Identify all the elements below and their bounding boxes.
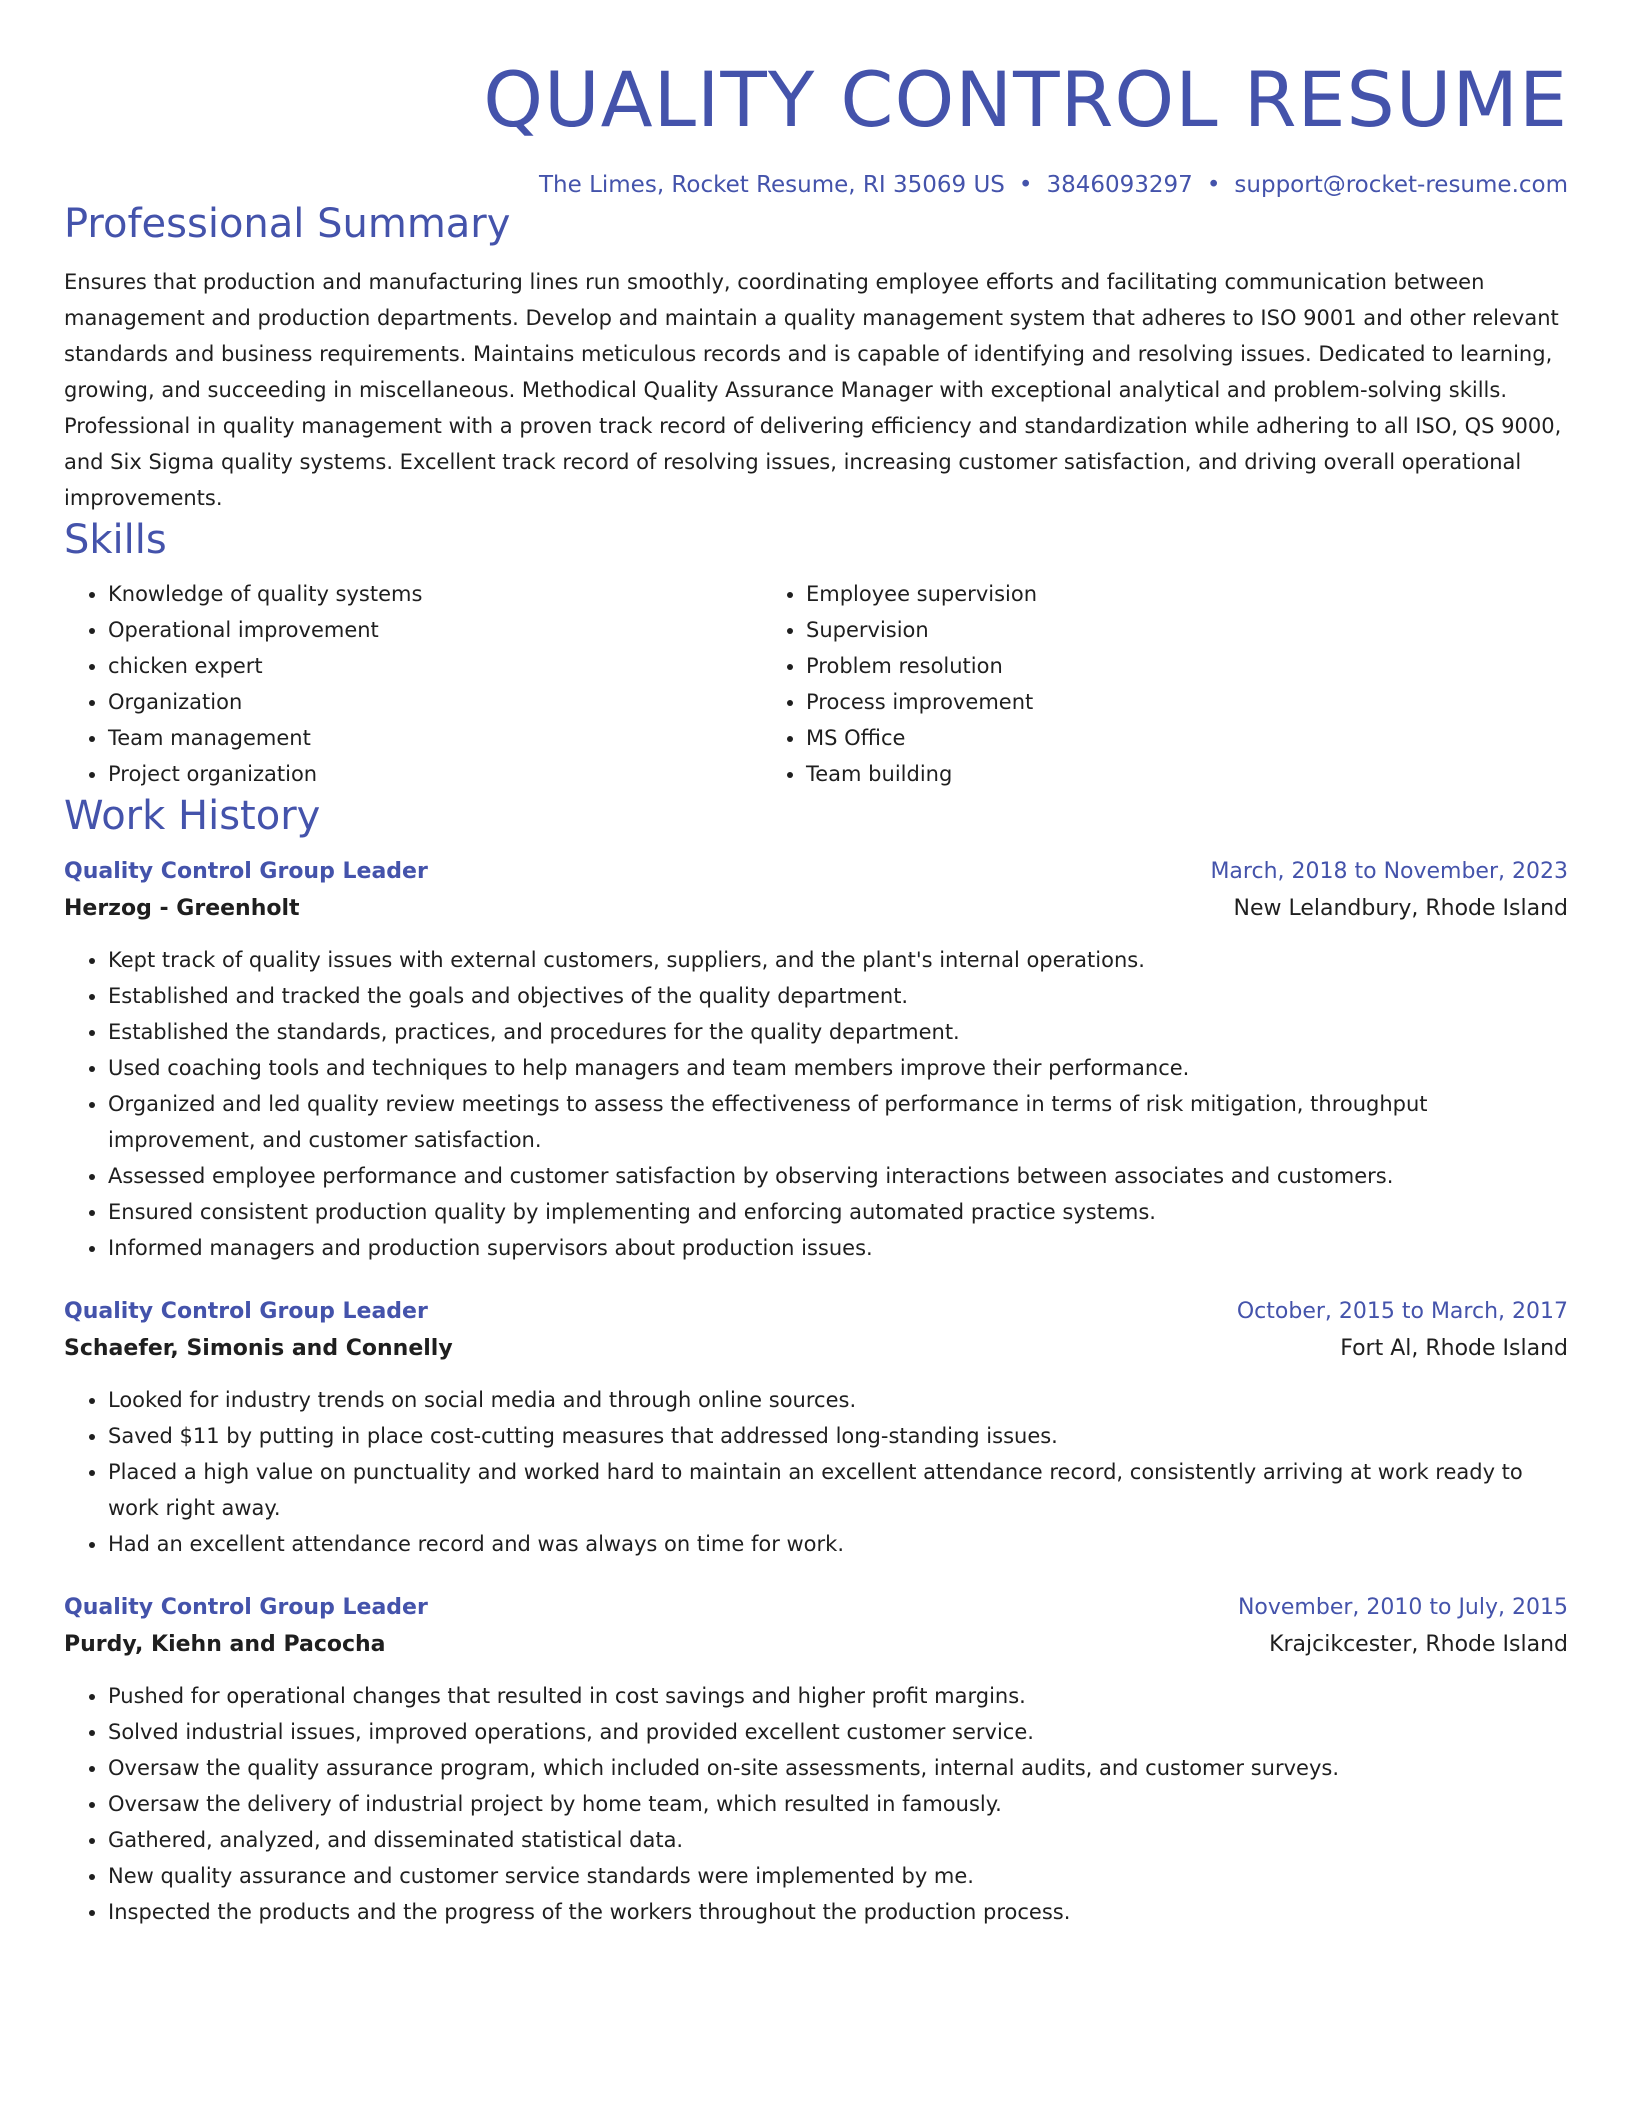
- job-bullets: [64, 1382, 1568, 1562]
- job-bullet: • Informed managers and production supervisors about production issues.: [108, 1230, 1568, 1266]
- contact-separator: •: [1018, 172, 1033, 198]
- job-company: Herzog - Greenholt: [64, 896, 300, 921]
- skills-heading: Skills: [64, 517, 167, 563]
- job-company: Schaefer, Simonis and Connelly: [64, 1336, 453, 1361]
- work-history-heading: Work History: [64, 793, 321, 839]
- job-company: Purdy, Kiehn and Pacocha: [64, 1632, 386, 1657]
- skills-list: [64, 576, 1568, 792]
- job-company-row: [64, 1626, 1568, 1664]
- skill-item: • Employee supervision: [806, 576, 1460, 612]
- job-bullet: • Oversaw the delivery of industrial project by home team, which resulted in famously.: [108, 1786, 1568, 1822]
- skill-item: • chicken expert: [108, 648, 762, 684]
- contact-phone: 3846093297: [1046, 172, 1193, 198]
- skill-item: • Knowledge of quality systems: [108, 576, 762, 612]
- job-bullet: • Saved $11 by putting in place cost-cutting measures that addressed long-standing issues.: [108, 1418, 1568, 1454]
- skill-item: • Team management: [108, 720, 762, 756]
- skill-item: • Operational improvement: [108, 612, 762, 648]
- job-bullet: • Inspected the products and the progress of the workers throughout the production process.: [108, 1894, 1568, 1930]
- contact-address: The Limes, Rocket Resume, RI 35069 US: [538, 172, 1005, 198]
- skill-item: • MS Office: [806, 720, 1460, 756]
- job-bullet: • Organized and led quality review meetings to assess the effectiveness of performance in terms of risk mitigation, throughput improvement, and customer satisfaction.: [108, 1086, 1568, 1158]
- job-bullet: • Established the standards, practices, and procedures for the quality department.: [108, 1014, 1568, 1050]
- job-bullet: • Established and tracked the goals and objectives of the quality department.: [108, 978, 1568, 1014]
- job-entry: [64, 1294, 1568, 1562]
- job-entry: [64, 854, 1568, 1266]
- resume-name: QUALITY CONTROL RESUME: [483, 55, 1568, 144]
- job-title: Quality Control Group Leader: [64, 1595, 428, 1620]
- job-title-row: [64, 1590, 1568, 1626]
- contact-line: [64, 170, 1568, 200]
- contact-email: support@rocket-resume.com: [1234, 172, 1568, 198]
- summary-text: Ensures that production and manufacturing lines run smoothly, coordinating employee efforts and facilitating communication between management and production departments. Develop and maintain a quality management system that adheres to ISO 9001 and other relevant standards and business requirements. Maintains meticulous records and is capable of identifying and resolving issues. Dedicated to learning, growing, and succeeding in miscellaneous. Methodical Quality Assurance Manager with exceptional analytical and problem-solving skills. Professional in quality management with a proven track record of delivering efficiency and standardization while adhering to all ISO, QS 9000, and Six Sigma quality systems. Excellent track record of resolving issues, increasing customer satisfaction, and driving overall operational improvements.: [64, 270, 1562, 510]
- job-bullet: • Used coaching tools and techniques to help managers and team members improve their performance.: [108, 1050, 1568, 1086]
- job-bullet: • Solved industrial issues, improved operations, and provided excellent customer service.: [108, 1714, 1568, 1750]
- job-bullet: • Placed a high value on punctuality and worked hard to maintain an excellent attendance record, consistently arriving at work ready to work right away.: [108, 1454, 1568, 1526]
- skill-item: • Team building: [806, 756, 1460, 792]
- job-title-row: [64, 854, 1568, 890]
- job-bullets: [64, 1678, 1568, 1930]
- job-bullet: • Gathered, analyzed, and disseminated statistical data.: [108, 1822, 1568, 1858]
- job-bullets: [64, 942, 1568, 1266]
- job-entry: [64, 1590, 1568, 1930]
- skills-column-left: [64, 576, 762, 792]
- skill-item: • Project organization: [108, 756, 762, 792]
- job-bullet: • Assessed employee performance and customer satisfaction by observing interactions between associates and customers.: [108, 1158, 1568, 1194]
- job-company-row: [64, 1330, 1568, 1368]
- job-location: Krajcikcester, Rhode Island: [1269, 1632, 1568, 1657]
- job-dates: March, 2018 to November, 2023: [1210, 859, 1568, 884]
- job-bullet: • New quality assurance and customer service standards were implemented by me.: [108, 1858, 1568, 1894]
- job-company-row: [64, 890, 1568, 928]
- skill-item: • Process improvement: [806, 684, 1460, 720]
- job-bullet: • Looked for industry trends on social media and through online sources.: [108, 1382, 1568, 1418]
- job-bullet: • Had an excellent attendance record and was always on time for work.: [108, 1526, 1568, 1562]
- job-dates: November, 2010 to July, 2015: [1237, 1595, 1568, 1620]
- job-title-row: [64, 1294, 1568, 1330]
- resume-header: [64, 0, 1568, 200]
- job-bullet: • Oversaw the quality assurance program, which included on-site assessments, internal audits, and customer surveys.: [108, 1750, 1568, 1786]
- contact-separator: •: [1206, 172, 1221, 198]
- job-bullet: • Ensured consistent production quality by implementing and enforcing automated practice systems.: [108, 1194, 1568, 1230]
- resume-page: [64, 0, 1568, 1930]
- skill-item: • Organization: [108, 684, 762, 720]
- job-location: Fort Al, Rhode Island: [1340, 1336, 1568, 1361]
- job-location: New Lelandbury, Rhode Island: [1233, 896, 1568, 921]
- job-title: Quality Control Group Leader: [64, 859, 428, 884]
- summary-heading: Professional Summary: [64, 201, 511, 247]
- job-bullet: • Pushed for operational changes that resulted in cost savings and higher profit margins.: [108, 1678, 1568, 1714]
- skill-item: • Problem resolution: [806, 648, 1460, 684]
- job-title: Quality Control Group Leader: [64, 1299, 428, 1324]
- skills-column-right: [762, 576, 1460, 792]
- job-bullet: • Kept track of quality issues with external customers, suppliers, and the plant's internal operations.: [108, 942, 1568, 978]
- job-dates: October, 2015 to March, 2017: [1236, 1299, 1568, 1324]
- skill-item: • Supervision: [806, 612, 1460, 648]
